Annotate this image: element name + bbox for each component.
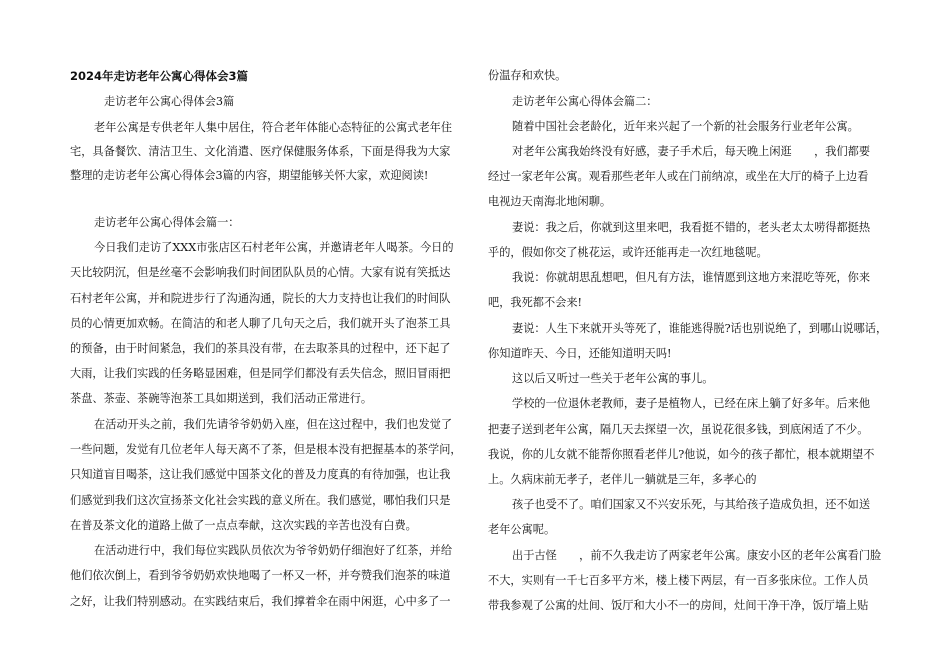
document-title: 2024年走访老年公寓心得体会3篇 xyxy=(70,69,249,83)
text-line: 之好，让我们特别感动。在实践结束后，我们撑着伞在雨中闲逛，心中多了一 xyxy=(70,595,451,608)
text-line: 份温存和欢快。 xyxy=(488,69,567,82)
text-line: 他们依次倒上，看到爷爷奶奶欢快地喝了一杯又一杯，并夸赞我们泡茶的味道 xyxy=(70,569,451,582)
text-line: 我说，你的儿女就不能帮你照看老伴儿?他说，如今的孩子都忙，根本就期望不 xyxy=(488,448,875,461)
text-line: 老年公寓是专供老年人集中居住，符合老年体能心态特征的公寓式老年住 xyxy=(94,121,453,134)
text-line: 你知道昨天、今日，还能知道明天吗! xyxy=(488,347,672,360)
text-line: 石村老年公寓，并和院进步行了沟通沟通，院长的大力支持也让我们的时间队 xyxy=(70,292,451,305)
text-line: 经过一家老年公寓。观看那些老年人或在门前纳凉，或坐在大厅的椅子上边看 xyxy=(488,170,869,183)
text-line: 在活动开头之前，我们先请爷爷奶奶入座，但在这过程中，我们也发觉了 xyxy=(94,418,453,431)
text-line: 把妻子送到老年公寓，隔几天去探望一次，虽说花很多钱，到底闲适了不少。 xyxy=(488,423,869,436)
text-line: 一些问题，发觉有几位老年人每天离不了茶，但是根本没有把握基本的茶学问， xyxy=(70,443,462,456)
text-line: 不大，实则有一千七百多平方米，楼上楼下两层，有一百多张床位。工作人员 xyxy=(488,574,869,587)
text-line: 老年公寓呢。 xyxy=(488,523,556,536)
text-line: 对老年公寓我始终没有好感，妻子手术后，每天晚上闲逛 ，我们都要 xyxy=(512,145,871,158)
text-line: 的预备，由于时间紧急，我们的茶具没有带，在去取茶具的过程中，还下起了 xyxy=(70,342,451,355)
text-line: 上。久病床前无孝子，老伴儿一躺就是三年，多孝心的 xyxy=(488,473,757,486)
text-line: 整理的走访老年公寓心得体会3篇的内容，期望能够关怀大家，欢迎阅读! xyxy=(70,169,429,182)
text-line: 们感觉到我们这次宣扬茶文化社会实践的意义所在。我们感觉，哪怕我们只是 xyxy=(70,494,451,507)
text-line: 妻说：人生下来就开头等死了，谁能逃得脱?话也别说绝了，到哪山说哪话， xyxy=(512,322,888,335)
text-line: 茶盘、茶壶、茶碗等泡茶工具如期送到，我们活动正常进行。 xyxy=(70,392,373,405)
text-line: 孩子也受不了。咱们国家又不兴安乐死，与其给孩子造成负担，还不如送 xyxy=(512,498,871,511)
text-line: 宅，具备餐饮、清洁卫生、文化消遣、医疗保健服务体系，下面是得我为大家 xyxy=(70,145,451,158)
text-line: 在活动进行中，我们每位实践队员依次为爷爷奶奶仔细泡好了红茶，并给 xyxy=(94,544,453,557)
text-line: 乎的，假如你交了桃花运，或许还能再走一次红地毯呢。 xyxy=(488,246,768,259)
text-line: 大雨，让我们实践的任务略显困难，但是同学们都没有丢失信念，照旧冒雨把 xyxy=(70,367,451,380)
text-line: 员的心情更加欢畅。在简洁的和老人聊了几句天之后，我们就开头了泡茶工具 xyxy=(70,317,451,330)
text-line: 吧，我死都不会来! xyxy=(488,296,582,309)
text-line: 只知道盲目喝茶，这让我们感觉中国茶文化的普及力度真的有待加强，也让我 xyxy=(70,468,451,481)
text-line: 我说：你就胡思乱想吧，但凡有方法，谁情愿到这地方来混吃等死，你来 xyxy=(512,271,871,284)
section-heading: 走访老年公寓心得体会篇一： xyxy=(94,216,240,229)
text-line: 电视边天南海北地闲聊。 xyxy=(488,195,612,208)
section-heading: 走访老年公寓心得体会篇二： xyxy=(512,95,658,108)
text-line: 随着中国社会老龄化，近年来兴起了一个新的社会服务行业老年公寓。 xyxy=(512,120,859,133)
text-line: 今日我们走访了XXX市张店区石村老年公寓，并邀请老年人喝茶。今日的 xyxy=(94,241,454,254)
text-line: 学校的一位退休老教师，妻子是植物人，已经在床上躺了好多年。后来他 xyxy=(512,397,871,410)
text-line: 妻说：我之后，你就到这里来吧，我看挺不错的，老头老太太唠得都挺热 xyxy=(512,221,871,234)
text-line: 这以后又听过一些关于老年公寓的事儿。 xyxy=(512,372,714,385)
subtitle-line: 走访老年公寓心得体会3篇 xyxy=(104,95,235,108)
text-line: 天比较阴沉，但是丝毫不会影响我们时间团队队员的心情。大家有说有笑抵达 xyxy=(70,266,451,279)
text-line: 在普及茶文化的道路上做了一点点奉献，这次实践的辛苦也没有白费。 xyxy=(70,519,417,532)
text-line: 带我参观了公寓的灶间、饭厅和大小不一的房间，灶间干净干净，饭厅墙上贴 xyxy=(488,599,869,612)
text-line: 出于古怪 ，前不久我走访了两家老年公寓。康安小区的老年公寓看门脸 xyxy=(512,549,882,562)
